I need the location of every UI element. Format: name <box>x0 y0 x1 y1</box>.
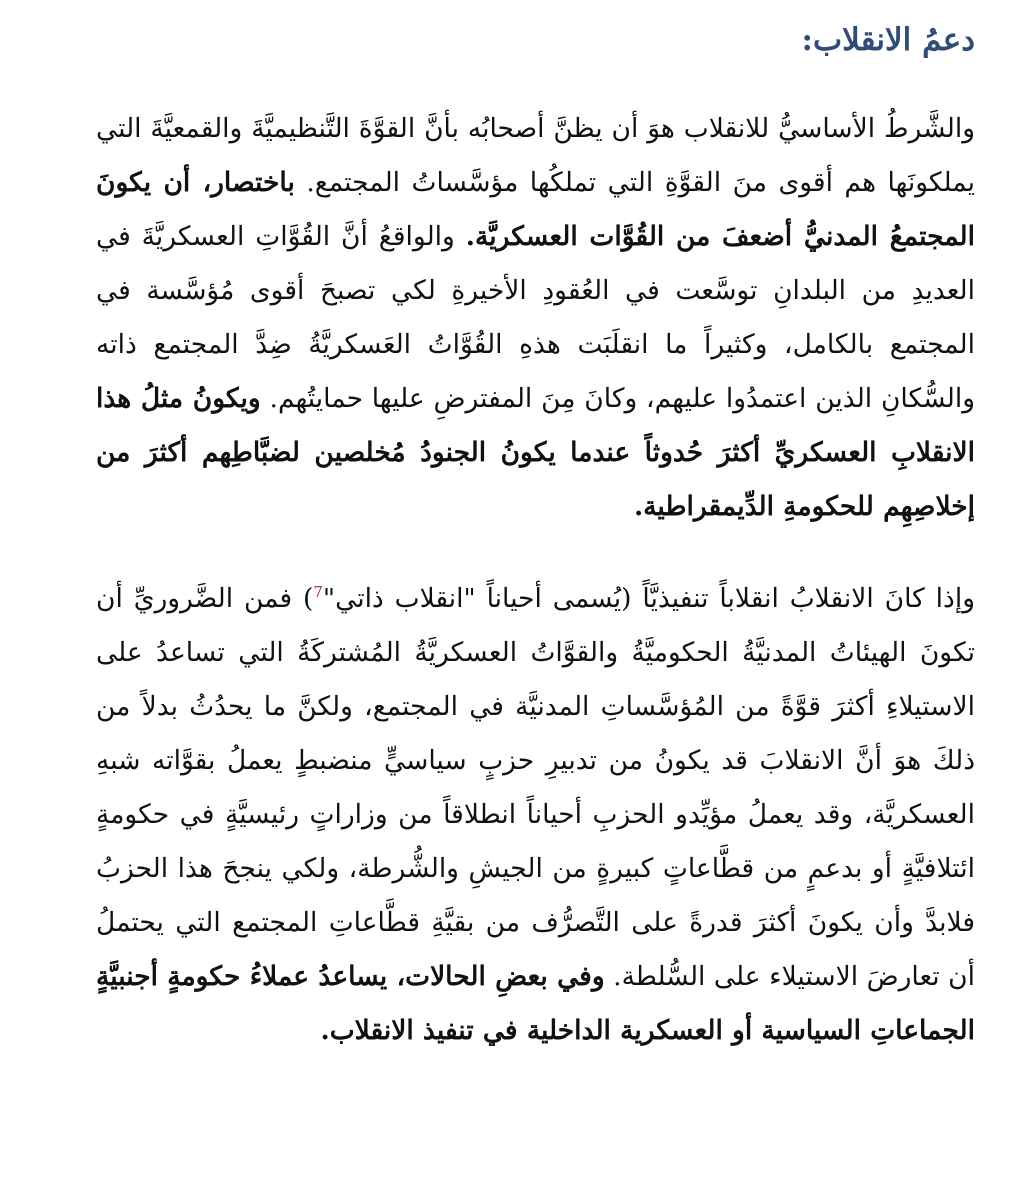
paragraph-2-bold-a: وفي بعضِ الحالات، يساعدُ عملاءُ حكومةٍ أجنبيَّةٍ الجماعاتِ السياسية أو العسكرية الداخلية في تنفيذ الانقلاب. <box>96 961 975 1046</box>
paragraph-1 <box>96 102 975 534</box>
paragraph-1-text-b: والواقعُ أنَّ القُوَّاتِ العسكريَّةَ في العديدِ من البلدانِ توسَّعت في العُقودِ الأخيرةِ لكي تصبحَ أقوى مُؤسَّسة في المجتمع بالكامل، وكثيراً ما انقلَبَت هذهِ القُوَّاتُ العَسكريَّةُ ضِدَّ المجتمع ذاته والسُّكانِ الذين اعتمدُوا عليهم، وكانَ مِنَ المفترضِ عليها حمايتُهم. <box>96 221 975 414</box>
paragraph-2-text-a: وإذا كانَ الانقلابُ انقلاباً تنفيذيَّاً (يُسمى أحياناً "انقلاب ذاتي" <box>322 583 976 614</box>
paragraph-1-bold-b: ويكونُ مثلُ هذا الانقلابِ العسكريِّ أكثرَ حُدوثاً عندما يكونُ الجنودُ مُخلصين لضبَّاطِهم أكثرَ من إخلاصِهِم للحكومةِ الدِّيمقراطية. <box>96 383 975 522</box>
paragraph-1-text-a: والشَّرطُ الأساسيُّ للانقلاب هوَ أن يظنَّ أصحابُه بأنَّ القوَّةَ التَّنظيميَّةَ والقمعيَّةَ التي يملكونَها هم أقوى منَ القوَّةِ التي تملكُها مؤسَّساتُ المجتمع. <box>96 113 976 198</box>
paragraph-2 <box>96 572 975 1058</box>
footnote-reference[interactable]: 7 <box>313 583 323 602</box>
paragraph-2-text-b: ) فمن الضَّروريِّ أن تكونَ الهيئاتُ المدنيَّةُ الحكوميَّةُ والقوَّاتُ العسكريَّةُ المُشتركَةُ التي تساعدُ على الاستيلاءِ أكثرَ قوَّةً من المُؤسَّساتِ المدنيَّة في المجتمع، ولكنَّ ما يحدُثُ بدلاً من ذلكَ هوَ أنَّ الانقلابَ قد يكونُ من تدبيرِ حزبٍ سياسيٍّ منضبطٍ يعملُ بقوَّاته شبهِ العسكريَّة، وقد يعملُ مؤيِّدو الحزبِ أحياناً انطلاقاً من وزاراتٍ رئيسيَّةٍ في حكومةٍ ائتلافيَّةٍ أو بدعمٍ من قطَّاعاتٍ كبيرةٍ من الجيشِ والشُّرطة، ولكي ينجحَ هذا الحزبُ فلابدَّ وأن يكونَ أكثرَ قدرةً على التَّصرُّف من بقيَّةِ قطَّاعاتِ المجتمع التي يحتملُ أن تعارضَ الاستيلاء على السُّلطة. <box>96 583 975 992</box>
paragraph-1-bold-a: باختصار، أن يكونَ المجتمعُ المدنيُّ أضعفَ من القُوَّات العسكريَّة. <box>96 167 975 252</box>
section-heading: دعمُ الانقلاب: <box>801 22 975 58</box>
